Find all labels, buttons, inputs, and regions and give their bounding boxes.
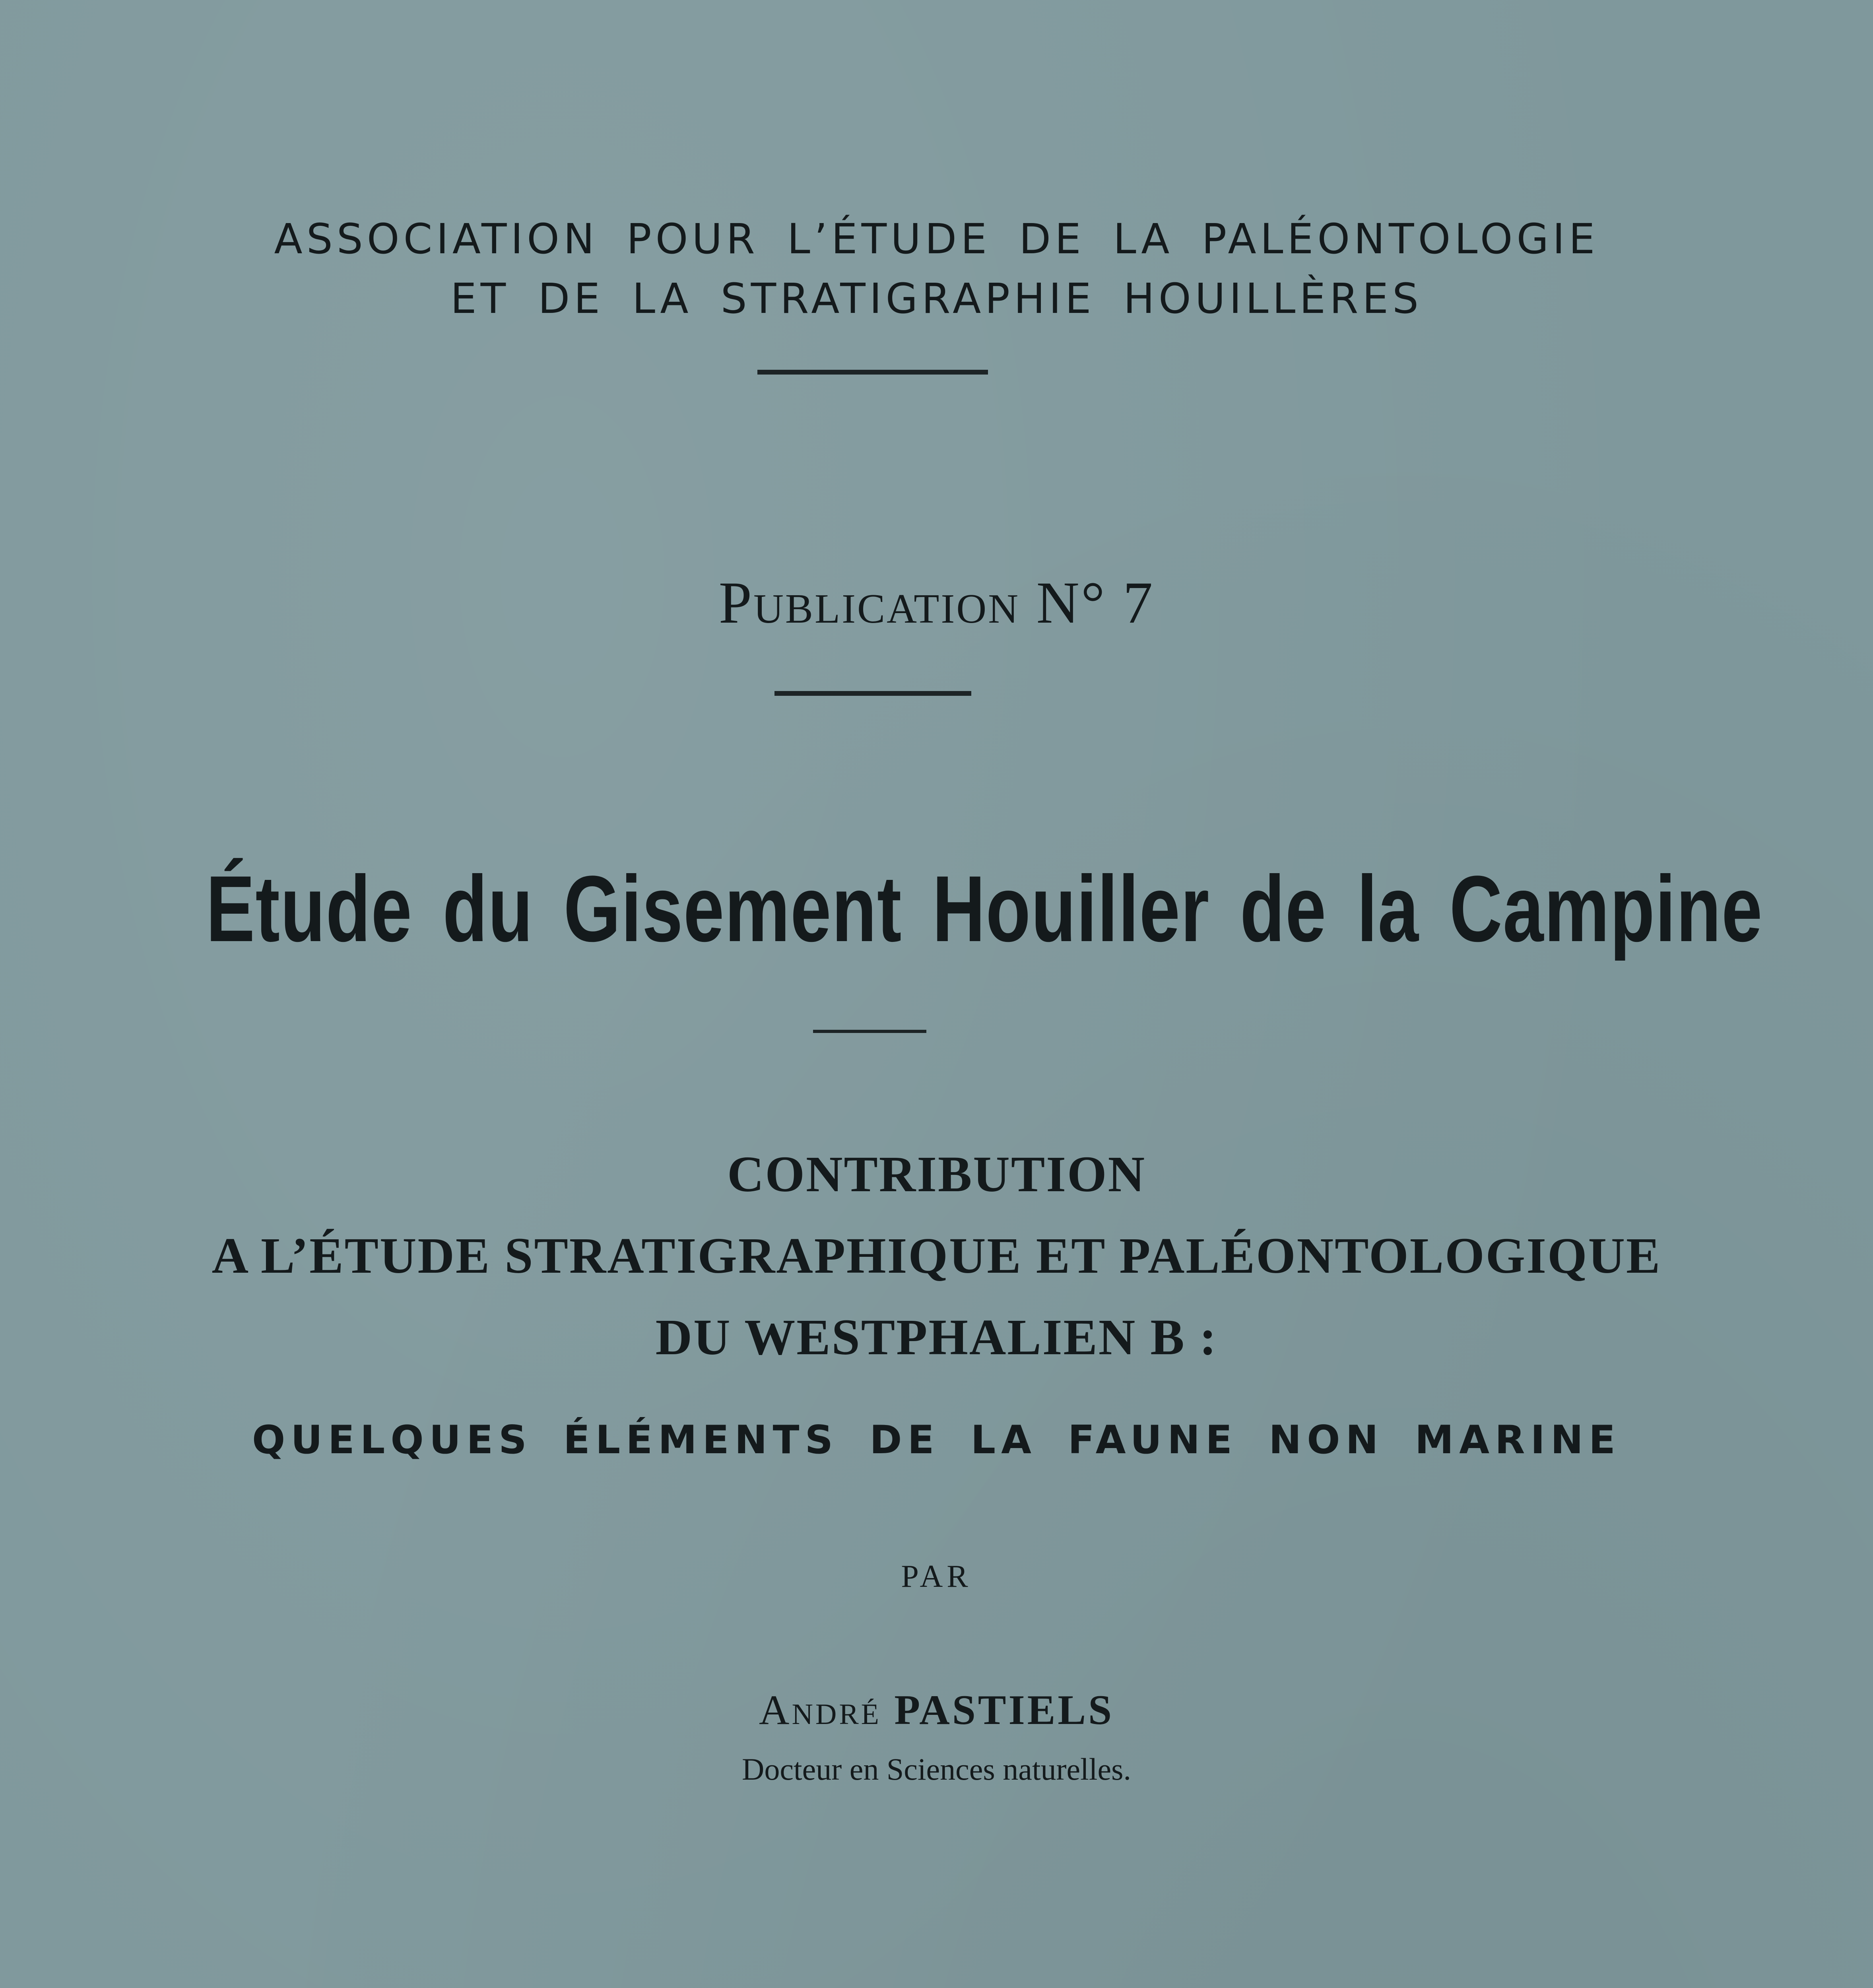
publication-number: Publication N° 7	[718, 570, 1155, 636]
divider-rule-3	[813, 1030, 926, 1033]
main-title: Étude du Gisement Houiller de la Campine	[206, 856, 1763, 961]
association-line-2: ET DE LA STRATIGRAPHIE HOUILLÈRES	[450, 274, 1423, 323]
contribution-line-2: A L’ÉTUDE STRATIGRAPHIQUE ET PALÉONTOLOGIQUE	[212, 1227, 1661, 1284]
association-line-1: ASSOCIATION POUR L’ÉTUDE DE LA PALÉONTOLOGIE	[274, 215, 1599, 263]
contribution-line-1: CONTRIBUTION	[727, 1146, 1146, 1202]
author-name	[0, 1686, 1873, 1734]
subtitle: QUELQUES ÉLÉMENTS DE LA FAUNE NON MARINE	[252, 1417, 1621, 1463]
author-last-name: PASTIELS	[894, 1687, 1114, 1733]
divider-rule-2	[774, 691, 971, 696]
author-first-name: André	[759, 1687, 881, 1733]
author-degree: Docteur en Sciences naturelles.	[742, 1752, 1131, 1786]
contribution-line-3: DU WESTPHALIEN B :	[655, 1309, 1218, 1365]
by-label: PAR	[901, 1559, 972, 1594]
divider-rule-1	[757, 370, 988, 375]
